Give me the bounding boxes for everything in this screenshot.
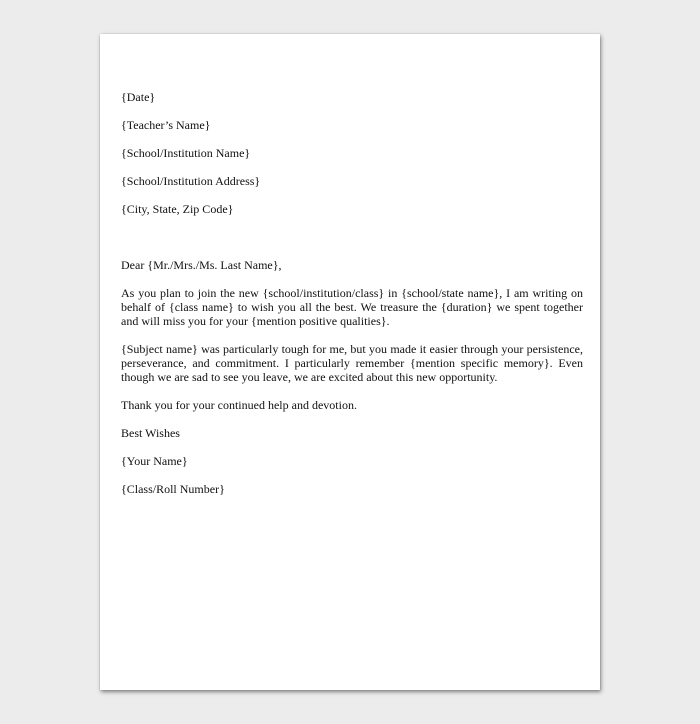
document-page	[100, 34, 600, 690]
school-name-line: {School/Institution Name}	[121, 146, 251, 160]
paragraph-intro: As you plan to join the new {school/institution/class} in {school/state name}, I am writing on behalf of {class name} to wish you all the best. We treasure the {duration} we spent together and will miss you for your {mention positive qualities}.	[121, 286, 583, 328]
your-name-line: {Your Name}	[121, 454, 188, 468]
school-address-line: {School/Institution Address}	[121, 174, 261, 188]
teacher-name-line: {Teacher’s Name}	[121, 118, 211, 132]
city-state-zip-line: {City, State, Zip Code}	[121, 202, 234, 216]
class-roll-line: {Class/Roll Number}	[121, 482, 225, 496]
letter-body	[121, 90, 583, 510]
paragraph-memory: {Subject name} was particularly tough for me, but you made it easier through your persistence, perseverance, and commitment. I particularly remember {mention specific memory}. Even though we are sad to see you leave, we are excited about this new opportunity.	[121, 342, 583, 384]
date-line: {Date}	[121, 90, 156, 104]
closing: Best Wishes	[121, 426, 180, 440]
salutation: Dear {Mr./Mrs./Ms. Last Name},	[121, 258, 282, 272]
paragraph-thanks: Thank you for your continued help and devotion.	[121, 398, 357, 412]
